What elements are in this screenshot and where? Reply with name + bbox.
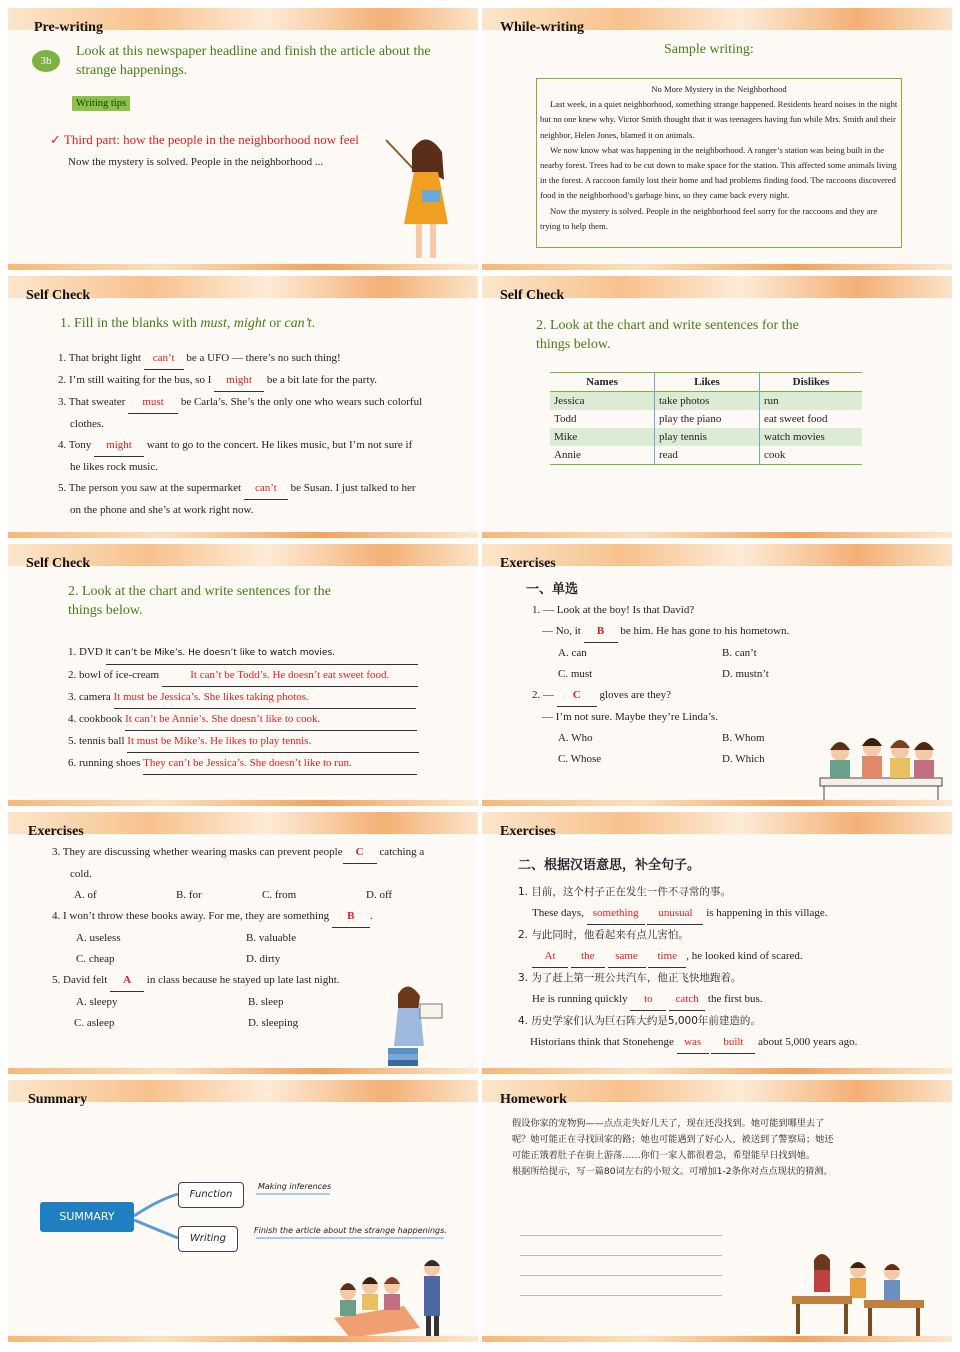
slide-while-writing xyxy=(482,8,952,270)
q-post: gloves are they? xyxy=(596,689,671,701)
answer-blank: something xyxy=(587,903,645,925)
answer-item xyxy=(68,731,428,753)
option: D. Which xyxy=(722,753,765,765)
option: D. sleeping xyxy=(248,1017,299,1029)
table-row xyxy=(550,392,862,411)
answer-blank: unusual xyxy=(647,903,703,925)
heading-end: . xyxy=(311,316,316,331)
q-pre: 2. — xyxy=(532,689,557,701)
answer-blank: B xyxy=(332,906,370,928)
slide-title: Exercises xyxy=(500,824,556,839)
answer-item xyxy=(68,665,428,687)
writing-line xyxy=(520,1216,722,1236)
sample-article-box xyxy=(536,78,902,248)
q-pre: 3. That sweater xyxy=(58,396,129,408)
question-text xyxy=(52,842,472,864)
item-label: 1. DVD xyxy=(68,646,106,658)
slide-title: Summary xyxy=(28,1092,88,1107)
option: C. must xyxy=(558,668,593,680)
answer-blank: They can’t be Jessica’s. She doesn’t like to run. xyxy=(143,753,417,775)
q-post: in class because he stayed up late last night. xyxy=(144,974,340,986)
slide-title: Exercises xyxy=(500,556,556,571)
answer-blank: can’t xyxy=(244,478,288,500)
q-pre: 3. They are discussing whether wearing masks can prevent people xyxy=(52,846,343,858)
heading-must-might: must, might xyxy=(200,316,266,331)
students-reading-illustration xyxy=(816,732,946,804)
answer-blank: C xyxy=(557,685,597,707)
slide-self-check-chart xyxy=(482,276,952,538)
slide-title: Self Check xyxy=(26,556,91,571)
mindmap-node-writing: Writing xyxy=(178,1226,238,1252)
option: B. Whom xyxy=(722,732,765,744)
option: B. can’t xyxy=(722,647,757,659)
q-post: be Susan. I just talked to her xyxy=(287,482,416,494)
question-item xyxy=(58,370,468,392)
slide-self-check-1 xyxy=(8,276,478,538)
question-cont: he likes rock music. xyxy=(70,461,158,473)
question-text: — I’m not sure. Maybe they’re Linda’s. xyxy=(542,711,718,723)
question-cont: on the phone and she’s at work right now. xyxy=(70,504,254,516)
col-header-likes: Likes xyxy=(655,373,760,392)
options-row xyxy=(532,749,832,770)
answer-blank: It can’t be Mike’s. He doesn’t like to watch movies. xyxy=(106,643,418,665)
answer-item xyxy=(68,709,428,731)
answer-blank: C xyxy=(343,842,377,864)
q-pre: — No, it xyxy=(542,625,584,637)
slide-title: Self Check xyxy=(26,288,91,303)
question-item xyxy=(58,348,468,370)
slide-exercises-1 xyxy=(482,544,952,806)
options-row xyxy=(52,949,472,970)
item-label: 3. camera xyxy=(68,691,114,703)
slide-footer-strip xyxy=(482,532,952,538)
girl-reading-illustration xyxy=(384,982,454,1068)
section-heading: 二、根据汉语意思，补全句子。 xyxy=(518,858,701,873)
q-post: be a UFO — there’s no such thing! xyxy=(183,352,341,364)
answer-blank: It must be Jessica’s. She likes taking photos. xyxy=(114,687,416,709)
q-pre: These days, xyxy=(532,907,587,919)
answer-blank: It can’t be Todd’s. He doesn’t eat sweet food. xyxy=(162,665,418,687)
article-paragraph: Now the mystery is solved. People in the neighborhood feel sorry for the raccoons and they are trying to help them. xyxy=(540,205,878,231)
homework-text xyxy=(512,1116,932,1180)
table-cell: Jessica xyxy=(550,392,655,411)
q-post: be Carla’s. She’s the only one who wears such colorful xyxy=(178,396,423,408)
table-row xyxy=(550,428,862,446)
writing-lines xyxy=(520,1216,722,1296)
question-text xyxy=(532,685,832,707)
section-heading: 一、单选 xyxy=(526,582,579,597)
item-label: 4. cookbook xyxy=(68,713,126,725)
option: D. dirty xyxy=(246,953,281,965)
q-pre: 4. I won’t throw these books away. For me, they are something xyxy=(52,910,332,922)
table-cell: Annie xyxy=(550,446,655,465)
exercise-heading: 2. Look at the chart and write sentences for the things below. xyxy=(536,318,799,352)
writing-line xyxy=(520,1236,722,1256)
slide-footer-strip xyxy=(8,532,478,538)
table-cell: read xyxy=(655,446,760,465)
q-post: , he looked kind of scared. xyxy=(686,950,803,962)
mystery-sentence: Now the mystery is solved. People in the neighborhood ... xyxy=(68,156,324,168)
question-text: 1. 目前，这个村子正在发生一件不寻常的事。 xyxy=(518,886,731,898)
options-row xyxy=(532,664,832,685)
option: B. valuable xyxy=(246,932,297,944)
answer-blank: time xyxy=(648,946,686,968)
question-item xyxy=(58,392,468,414)
slide-title: Self Check xyxy=(500,288,565,303)
exercise-badge: 3b xyxy=(32,50,60,72)
writing-line xyxy=(520,1256,722,1276)
slide-footer-strip xyxy=(482,800,952,806)
slide-title: Homework xyxy=(500,1092,567,1107)
table-row xyxy=(550,446,862,465)
question-block xyxy=(518,882,938,1054)
answer-blank: catch xyxy=(669,989,705,1011)
option: A. can xyxy=(558,647,587,659)
question-text: 2. 与此同时，他看起来有点儿害怕。 xyxy=(518,929,689,941)
q-pre: He is running quickly xyxy=(532,993,631,1005)
sample-heading: Sample writing: xyxy=(664,42,754,57)
heading-text: 1. Fill in the blanks with xyxy=(60,316,201,331)
answer-blank: the xyxy=(571,946,605,968)
slide-footer-strip xyxy=(482,264,952,270)
answer-blank: B xyxy=(584,621,618,643)
q-post: want to go to the concert. He likes music, but I’m not sure if xyxy=(144,439,413,451)
slide-title: While-writing xyxy=(500,20,584,35)
table-cell: eat sweet food xyxy=(764,413,828,425)
option: A. Who xyxy=(558,732,593,744)
option: A. of xyxy=(74,889,97,901)
answer-blank: must xyxy=(128,392,178,414)
third-part-text: Third part: how the people in the neighborhood now feel xyxy=(63,132,359,147)
slide-exercises-2 xyxy=(8,812,478,1074)
answer-blank: It must be Mike’s. He likes to play tennis. xyxy=(127,731,419,753)
answer-blank: might xyxy=(94,435,144,457)
heading-or: or xyxy=(265,316,285,331)
exercise-heading: 2. Look at the chart and write sentences for the things below. xyxy=(68,584,331,618)
homework-line: 可能正饿着肚子在街上游荡……你们一家人都很着急，希望能早日找到她。 xyxy=(512,1150,816,1161)
slide-summary xyxy=(8,1080,478,1342)
table-cell: play tennis xyxy=(655,428,760,446)
option: C. cheap xyxy=(76,953,115,965)
answer-item xyxy=(68,687,428,709)
mindmap-note-inferences: Making inferences xyxy=(258,1182,332,1191)
question-text: 4. 历史学家们认为巨石阵大约是5,000年前建造的。 xyxy=(518,1015,761,1027)
slide-title: Pre-writing xyxy=(34,20,103,35)
option: C. from xyxy=(262,889,297,901)
exercise-heading xyxy=(60,316,315,332)
q-pre: Historians think that Stonehenge xyxy=(530,1036,677,1048)
q-pre: 2. I’m still waiting for the bus, so I xyxy=(58,374,215,386)
table-cell: play the piano xyxy=(655,410,760,428)
slide-footer-strip xyxy=(8,800,478,806)
mindmap-note-writing: Finish the article about the strange happenings. xyxy=(254,1226,447,1235)
question-item xyxy=(58,478,468,500)
q-pre: 5. David felt xyxy=(52,974,111,986)
article-paragraph: Last week, in a quiet neighborhood, something strange happened. Residents heard noises in the night but no one knew why. Victor Smith thought that it was teenagers having fun while Mrs. Smith and their neighbor, Helen Jones, blamed it on animals. xyxy=(540,99,898,140)
answer-blank: It can’t be Annie’s. She doesn’t like to cook. xyxy=(125,709,417,731)
q-post: about 5,000 years ago. xyxy=(755,1036,858,1048)
table-cell: Todd xyxy=(550,410,655,428)
col-header-names: Names xyxy=(550,373,655,392)
slide-exercises-3 xyxy=(482,812,952,1074)
question-item xyxy=(58,435,468,457)
table-cell: cook xyxy=(764,449,786,461)
writing-line xyxy=(520,1276,722,1296)
option: D. off xyxy=(366,889,393,901)
instruction-text: Look at this newspaper headline and finish the article about the strange happenings. xyxy=(76,44,431,78)
mindmap-node-function: Function xyxy=(178,1182,244,1208)
answer-blank: was xyxy=(677,1032,709,1054)
summary-center-node: SUMMARY xyxy=(40,1202,134,1232)
question-english xyxy=(518,946,938,968)
students-at-desks-illustration xyxy=(782,1248,932,1338)
option: B. sleep xyxy=(248,996,284,1008)
options-row xyxy=(52,885,472,906)
question-cont: cold. xyxy=(70,868,92,880)
answer-blank: might xyxy=(214,370,264,392)
heading-cant: can’t xyxy=(284,316,312,331)
options-row xyxy=(532,643,832,664)
q-pre: 5. The person you saw at the supermarket xyxy=(58,482,244,494)
answer-item xyxy=(68,753,428,775)
slide-footer-strip xyxy=(8,1336,478,1342)
teacher-illustration xyxy=(368,120,468,270)
option: A. useless xyxy=(76,932,121,944)
item-label: 6. running shoes xyxy=(68,757,144,769)
article-paragraph: We now know what was happening in the neighborhood. A ranger’s station was being built in the nearby forest. Trees had to be cut down to make space for the station. This affected some animals living in the forest. A raccoon family lost their home and had problems finding food. The raccoons discovered food in the neighborhood’s garbage bins, so they came back every night. xyxy=(540,144,897,201)
q-post: catching a xyxy=(376,846,425,858)
classroom-group-illustration xyxy=(328,1256,458,1340)
question-text: 1. — Look at the boy! Is that David? xyxy=(532,604,695,616)
table-cell: take photos xyxy=(655,392,760,411)
question-english xyxy=(518,989,938,1011)
table-cell: Mike xyxy=(550,428,655,446)
table-cell: run xyxy=(764,395,779,407)
likes-table xyxy=(550,372,862,465)
q-post: be him. He has gone to his hometown. xyxy=(617,625,790,637)
q-pre: 1. That bright light xyxy=(58,352,144,364)
options-row xyxy=(52,928,472,949)
item-label: 5. tennis ball xyxy=(68,735,128,747)
q-post: the first bus. xyxy=(705,993,763,1005)
table-row xyxy=(550,410,862,428)
answer-blank: to xyxy=(630,989,666,1011)
option: B. for xyxy=(176,889,202,901)
check-icon: ✓ xyxy=(50,132,64,147)
third-part-tip xyxy=(50,132,359,148)
answer-item xyxy=(68,642,428,665)
homework-line: 假设你家的宠物狗——点点走失好几天了，现在还没找到。她可能到哪里去了 xyxy=(512,1118,825,1129)
slide-footer-strip xyxy=(482,1068,952,1074)
exercise-list xyxy=(58,348,468,521)
slide-pre-writing xyxy=(8,8,478,270)
slide-footer-strip xyxy=(8,1068,478,1074)
answer-blank: can’t xyxy=(144,348,184,370)
answer-blank: built xyxy=(711,1032,755,1054)
answer-blank: At xyxy=(532,946,568,968)
answer-blank: A xyxy=(110,970,144,992)
question-text xyxy=(532,621,832,643)
question-block xyxy=(532,600,832,770)
option: D. mustn’t xyxy=(722,668,769,680)
q-post: . xyxy=(369,910,373,922)
table-cell: watch movies xyxy=(764,431,825,443)
question-cont: clothes. xyxy=(70,418,104,430)
article-title: No More Mystery in the Neighborhood xyxy=(651,84,787,94)
options-row xyxy=(532,728,832,749)
answer-blank: same xyxy=(608,946,646,968)
question-text: 3. 为了赶上第一班公共汽车，他正飞快地跑着。 xyxy=(518,972,742,984)
question-english xyxy=(518,1032,938,1054)
question-text xyxy=(52,906,472,928)
option: C. Whose xyxy=(558,753,602,765)
q-pre: 4. Tony xyxy=(58,439,95,451)
item-label: 2. bowl of ice-cream xyxy=(68,669,162,681)
homework-line: 呢？她可能正在寻找回家的路；她也可能遇到了好心人，被送到了警察局；她还 xyxy=(512,1134,834,1145)
slide-self-check-answers xyxy=(8,544,478,806)
homework-line: 根据所给提示，写一篇80词左右的小短文。可增加1-2条你对点点现状的猜测。 xyxy=(512,1166,833,1177)
slide-footer-strip xyxy=(8,264,478,270)
slide-title: Exercises xyxy=(28,824,84,839)
q-post: be a bit late for the party. xyxy=(264,374,378,386)
option: C. asleep xyxy=(74,1017,115,1029)
option: A. sleepy xyxy=(76,996,118,1008)
question-english xyxy=(518,903,938,925)
slide-footer-strip xyxy=(482,1336,952,1342)
answer-list xyxy=(68,642,428,775)
slide-homework xyxy=(482,1080,952,1342)
writing-tips-tag: Writing tips xyxy=(72,96,130,111)
q-post: is happening in this village. xyxy=(703,907,828,919)
col-header-dislikes: Dislikes xyxy=(792,376,830,388)
